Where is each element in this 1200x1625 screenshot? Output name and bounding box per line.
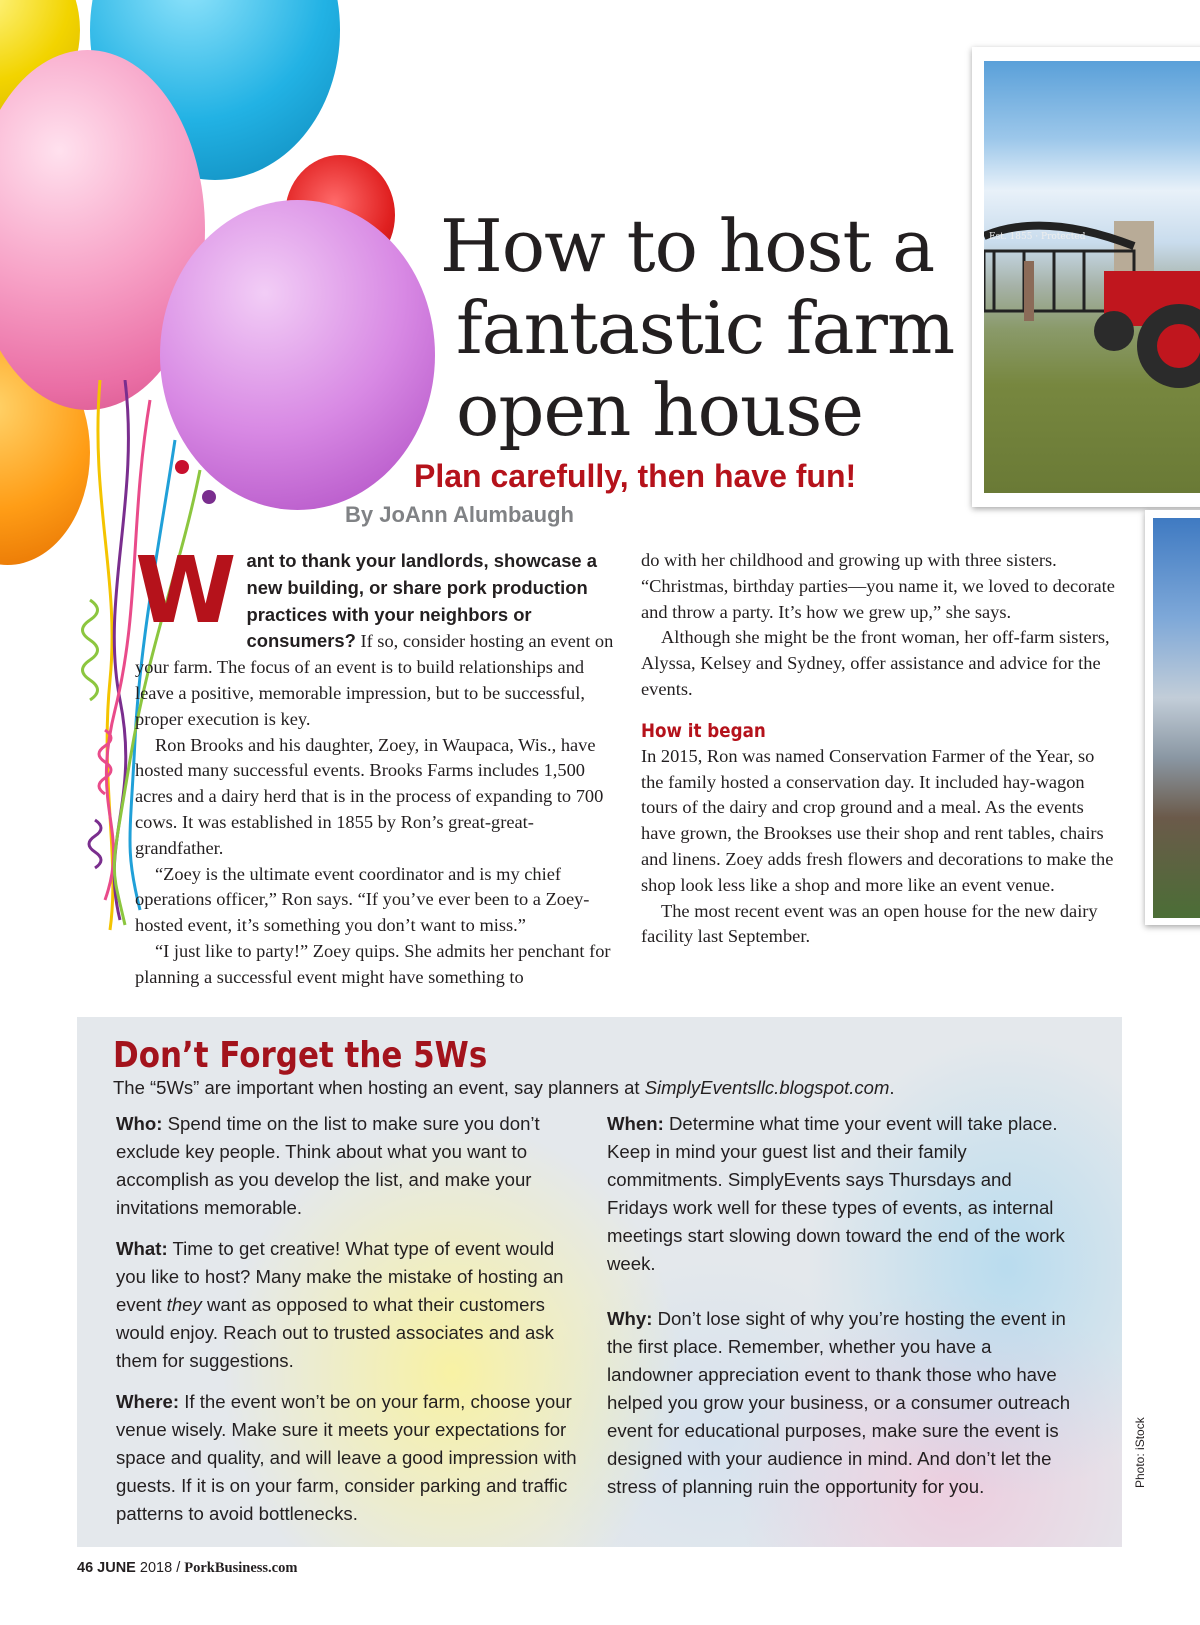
byline: By JoAnn Alumbaugh [345,502,574,527]
drop-cap: W [135,537,237,644]
sidebar-title: Don’t Forget the 5Ws [113,1035,488,1076]
sidebar-intro-end: . [889,1077,895,1098]
sidebar-intro-site: SimplyEventsllc.blogspot.com [644,1077,890,1098]
who-text: Spend time on the list to make sure you don’t exclude key people. Think about what you want to accomplish as you develop the list, and make your invitations memorable. [116,1113,540,1218]
sidebar-intro [113,1077,895,1099]
title-line-1: How to host a [440,204,935,288]
five-ws-sidebar [77,1017,1122,1547]
photo-credit: Photo: iStock [1133,1417,1147,1488]
body-column-right [641,548,1121,950]
sidebar-column-right [607,1110,1072,1514]
title-line-2: fantastic farm [456,286,955,370]
paragraph: Although she might be the front woman, her off-farm sisters, Alyssa, Kelsey and Sydney, offer assistance and advice for the events. [641,627,1110,699]
body-column-left [135,537,615,991]
page-number: 46 [77,1560,94,1576]
article-title [440,205,960,451]
what-emphasis: they [166,1294,202,1315]
lead-in-text: ant to thank your landlords, showcase a new building, or share pork production practices with your neighbors or consumers? [246,550,598,652]
sidebar-column-left [116,1110,586,1541]
where-item [116,1388,586,1528]
paragraph-text: If so, consider hosting an event on your farm. The focus of an event is to build relationships and leave a positive, memorable impression, but to be successful, proper execution is key. [135,631,614,729]
footer-site: PorkBusiness.com [184,1560,298,1576]
paragraph: The most recent event was an open house for the new dairy facility last September. [641,900,1098,947]
footer-separator: / [176,1560,181,1576]
paragraph: “Zoey is the ultimate event coordinator and is my chief operations officer,” Ron says. “If you’ve ever been to a Zoey-hosted event, it’s something you don’t want to miss.” [135,863,590,936]
paragraph [135,537,615,733]
what-text: Time to get creative! What type of event would you like to host? Many make the mistake of hosting an event [116,1238,564,1315]
farm-gate-tractor-photo [972,47,1200,507]
what-item [116,1235,586,1375]
what-label: What: [116,1238,168,1259]
where-text: If the event won’t be on your farm, choose your venue wisely. Make sure it meets your expectations for space and quality, and will leave a good impression with guests. If it is on your farm, consider parking and traffic patterns to avoid bottlenecks. [116,1391,577,1524]
tractor-photo-illustration [984,61,1200,493]
gate-sign-text: Est. 1855 · Protected [989,232,1086,242]
footer-year: 2018 [139,1560,173,1576]
why-label: Why: [607,1308,653,1329]
who-label: Who: [116,1113,163,1134]
why-text: Don’t lose sight of why you’re hosting the event in the first place. Remember, whether you have a landowner appreciation event to thank those who have helped you grow your business, or a consumer outreach event for educational purposes, make sure the event is designed with your audience in mind. And don’t let the stress of planning ruin the opportunity for you. [607,1308,1071,1497]
paragraph: do with her childhood and growing up with three sisters. “Christmas, birthday parties—you name it, we loved to decorate and throw a party. It’s how we grew up,” she says. [641,550,1115,622]
when-item [607,1110,1072,1278]
dairy-facility-photo [1145,510,1200,925]
who-item [116,1110,586,1222]
page-footer [77,1560,297,1577]
title-line-3: open house [456,368,863,452]
when-label: When: [607,1113,664,1134]
why-item [607,1305,1072,1501]
what-text-end: want as opposed to what their customers would enjoy. Reach out to trusted associates and ask them for suggestions. [116,1294,554,1371]
where-label: Where: [116,1391,180,1412]
section-subhead: How it began [641,719,766,742]
article-subtitle: Plan carefully, then have fun! [414,458,857,494]
paragraph: Ron Brooks and his daughter, Zoey, in Waupaca, Wis., have hosted many successful events. Brooks Farms includes 1,500 acres and a dairy herd that is in the process of expanding to 700 cows. It was established in 1855 by Ron’s great-great-grandfather. [135,734,604,858]
when-text: Determine what time your event will take place. Keep in mind your guest list and their family commitments. SimplyEvents says Thursdays and Fridays work well for these types of events, as internal meetings start slowing down toward the end of the work week. [607,1113,1065,1274]
sidebar-intro-text: The “5Ws” are important when hosting an event, say planners at [113,1077,645,1098]
footer-month: JUNE [97,1560,136,1576]
paragraph: In 2015, Ron was named Conservation Farmer of the Year, so the family hosted a conservation day. It included hay-wagon tours of the dairy and crop ground and a meal. As the events have grown, the Brookses use their shop and rent tables, chairs and linens. Zoey adds fresh flowers and decorations to make the shop look less like a shop and more like an event venue. [641,745,1114,895]
paragraph: “I just like to party!” Zoey quips. She admits her penchant for planning a successful event might have something to [135,940,611,987]
